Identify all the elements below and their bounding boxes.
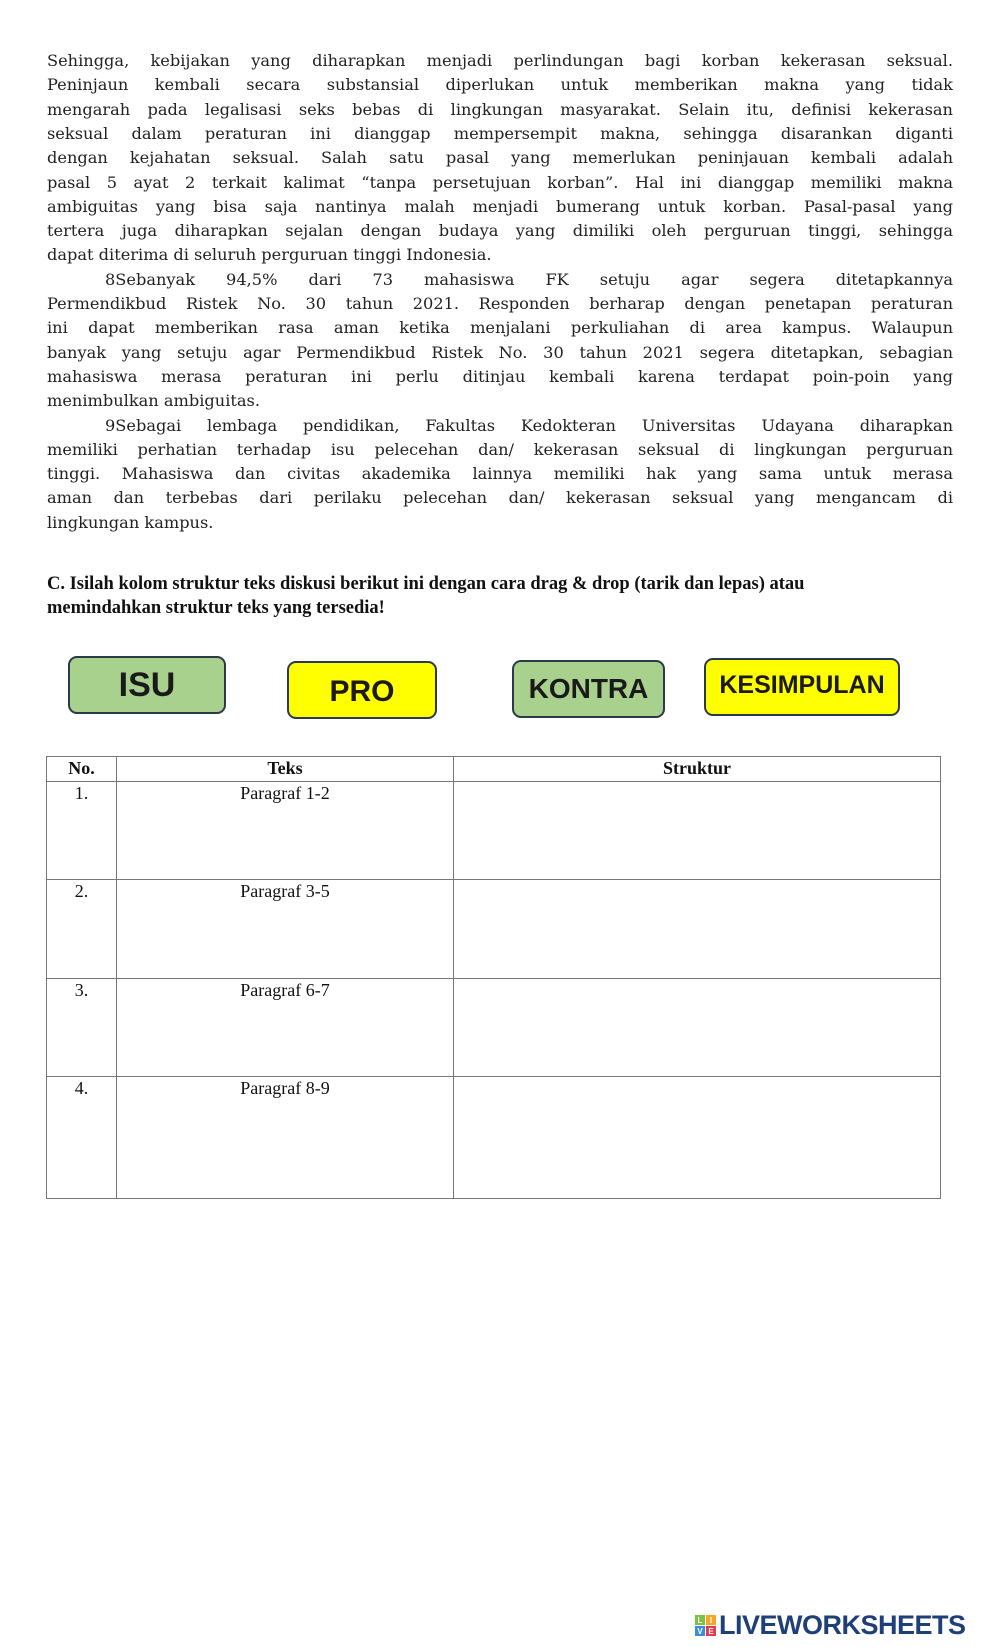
drop-zone-struktur-4[interactable] — [454, 1077, 941, 1199]
header-struktur: Struktur — [454, 757, 941, 782]
drop-zone-struktur-2[interactable] — [454, 880, 941, 979]
logo-block: I — [706, 1615, 716, 1625]
paragraph-line: 8Sebanyak 94,5% dari 73 mahasiswa FK setuju agar segera ditetapkannya — [105, 269, 953, 289]
table-row — [47, 880, 941, 979]
chip-label: PRO — [329, 675, 395, 708]
chip-label: KESIMPULAN — [719, 670, 885, 699]
paragraph-line: Permendikbud Ristek No. 30 tahun 2021. Responden berharap dengan penetapan peraturan — [47, 294, 953, 313]
paragraph-line: ini dapat memberikan rasa aman ketika menjalani perkuliahan di area kampus. Walaupun — [47, 318, 953, 338]
paragraph-line: tertera juga diharapkan sejalan dengan budaya yang dimiliki oleh perguruan tinggi, sehingga — [47, 221, 953, 241]
drag-chip-pro[interactable] — [287, 661, 437, 719]
header-teks: Teks — [117, 757, 454, 782]
drag-chip-kesimpulan[interactable] — [704, 658, 900, 716]
paragraph-line: seksual dalam peraturan ini dianggap mempersempit makna, sehingga disarankan diganti — [47, 123, 953, 143]
row-teks: Paragraf 1-2 — [117, 782, 454, 880]
chip-label: ISU — [118, 665, 176, 704]
paragraph-line: Peninjaun kembali secara substansial diperlukan untuk memberikan makna yang tidak — [47, 75, 953, 95]
instruction-heading-line1: C. Isilah kolom struktur teks diskusi berikut ini dengan cara drag & drop (tarik dan lepas) atau — [47, 574, 805, 594]
paragraph-line: dengan kejahatan seksual. Salah satu pasal yang memerlukan peninjauan kembali adalah — [47, 148, 953, 168]
logo-block: V — [695, 1626, 705, 1636]
drag-chip-kontra[interactable] — [512, 660, 665, 718]
paragraph-line: Sehingga, kebijakan yang diharapkan menjadi perlindungan bagi korban kekerasan seksual. — [47, 51, 953, 70]
row-no: 4. — [47, 1077, 117, 1199]
row-teks: Paragraf 3-5 — [117, 880, 454, 979]
paragraph-line: aman dan terbebas dari perilaku pelecehan dan/ kekerasan seksual yang mengancam di — [47, 488, 953, 508]
logo-blocks-icon — [695, 1615, 716, 1636]
table-header-row — [47, 757, 941, 782]
structure-table — [46, 756, 941, 1199]
row-teks: Paragraf 8-9 — [117, 1077, 454, 1199]
paragraph-line: mahasiswa merasa peraturan ini perlu ditinjau kembali karena terdapat poin-poin yang — [47, 366, 953, 386]
drag-chip-isu[interactable] — [68, 656, 226, 714]
logo-text: LIVEWORKSHEETS — [719, 1610, 966, 1640]
paragraph-line: lingkungan kampus. — [47, 512, 214, 532]
row-no: 2. — [47, 880, 117, 979]
table-row — [47, 782, 941, 880]
paragraph-line: tinggi. Mahasiswa dan civitas akademika lainnya memiliki hak yang sama untuk merasa — [47, 464, 953, 484]
paragraph-line: mengarah pada legalisasi seks bebas di lingkungan masyarakat. Selain itu, definisi kekerasan — [47, 99, 953, 119]
paragraph-line: menimbulkan ambiguitas. — [47, 391, 260, 411]
row-no: 1. — [47, 782, 117, 880]
row-no: 3. — [47, 979, 117, 1077]
table-row — [47, 1077, 941, 1199]
drop-zone-struktur-1[interactable] — [454, 782, 941, 880]
header-no: No. — [47, 757, 117, 782]
paragraph-line: 9Sebagai lembaga pendidikan, Fakultas Kedokteran Universitas Udayana diharapkan — [105, 415, 953, 435]
paragraph-line: dapat diterima di seluruh perguruan tinggi Indonesia. — [47, 245, 492, 265]
instruction-heading-line2: memindahkan struktur teks yang tersedia! — [47, 598, 385, 618]
row-teks: Paragraf 6-7 — [117, 979, 454, 1077]
chip-label: KONTRA — [528, 673, 649, 704]
paragraph-line: ambiguitas yang bisa saja nantinya malah menjadi bumerang untuk korban. Pasal-pasal yang — [47, 196, 953, 216]
logo-block: E — [706, 1626, 716, 1636]
drop-zone-struktur-3[interactable] — [454, 979, 941, 1077]
liveworksheets-logo — [695, 1610, 966, 1641]
table-row — [47, 979, 941, 1077]
paragraph-line: memiliki perhatian terhadap isu pelecehan dan/ kekerasan seksual di lingkungan perguruan — [47, 439, 953, 459]
paragraph-line: banyak yang setuju agar Permendikbud Ristek No. 30 tahun 2021 segera ditetapkan, sebagian — [47, 342, 953, 362]
logo-block: L — [695, 1615, 705, 1625]
paragraph-line: pasal 5 ayat 2 terkait kalimat “tanpa persetujuan korban”. Hal ini dianggap memiliki makna — [47, 172, 953, 192]
